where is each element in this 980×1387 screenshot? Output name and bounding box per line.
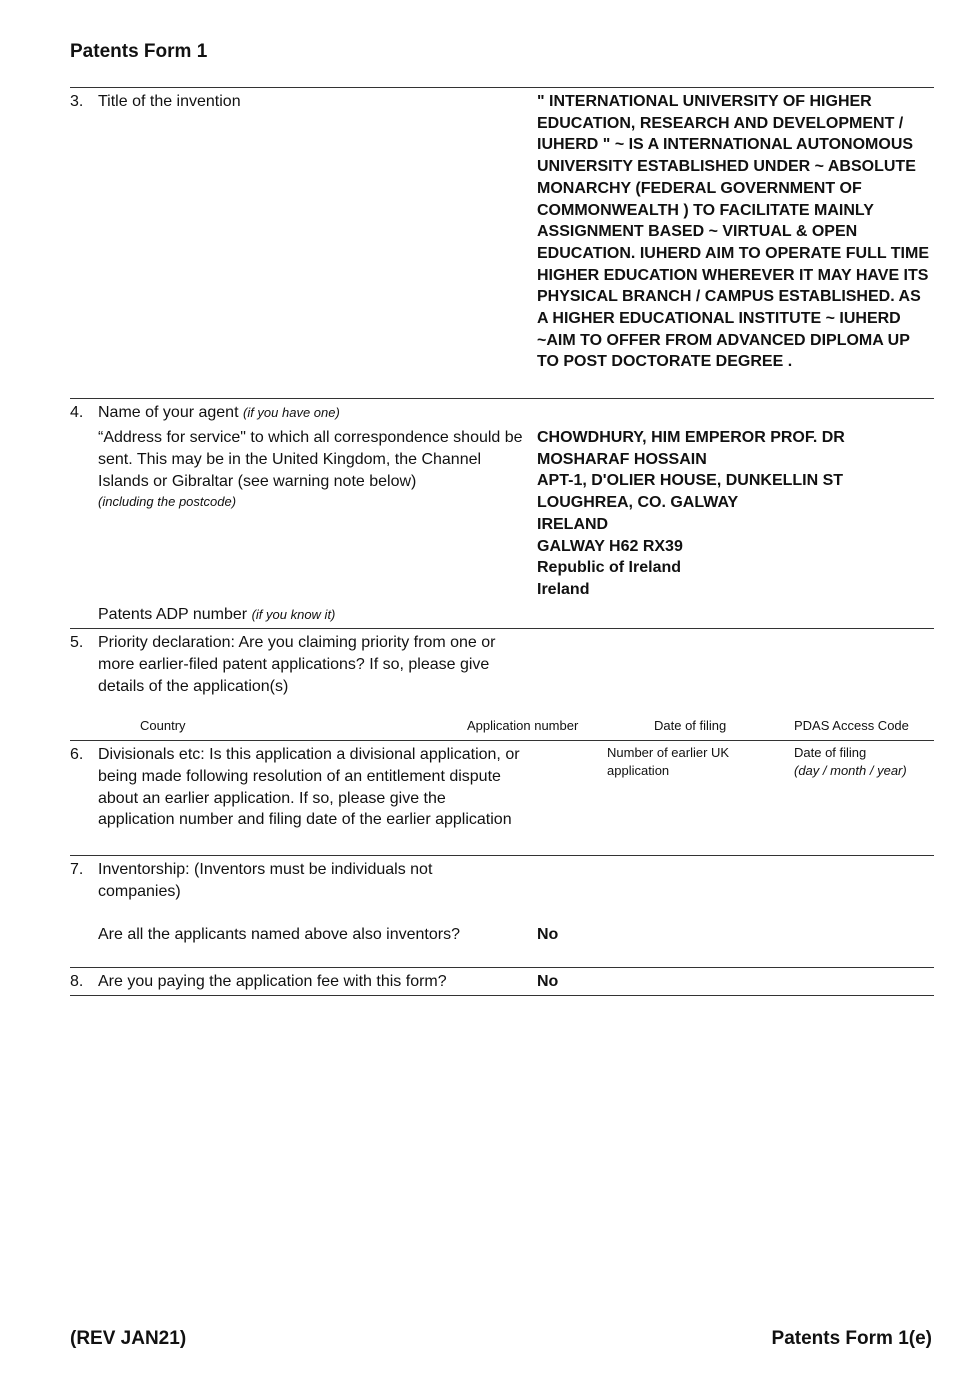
- divisional-date-label: [794, 744, 907, 780]
- inventors-answer: No: [537, 926, 559, 943]
- address-line: LOUGHREA, CO. GALWAY: [537, 494, 739, 512]
- divider: [70, 995, 934, 996]
- adp-label-note: (if you know it): [251, 607, 336, 622]
- divider: [70, 628, 934, 629]
- footer-form-name: Patents Form 1(e): [771, 1328, 932, 1349]
- section-number: 7.: [70, 861, 84, 878]
- agent-label-note: (if you have one): [242, 405, 340, 420]
- fee-answer: No: [537, 973, 559, 990]
- page-title: Patents Form 1: [70, 41, 208, 62]
- address-line: Republic of Ireland: [537, 559, 682, 577]
- inventors-question: Are all the applicants named above also inventors?: [98, 926, 460, 943]
- agent-label-text: Name of your agent: [98, 404, 239, 421]
- earlier-uk-application-label: Number of earlier UK application: [607, 745, 730, 778]
- divisional-date-format: (day / month / year): [794, 763, 907, 778]
- address-line: APT-1, D'OLIER HOUSE, DUNKELLIN ST: [537, 472, 844, 490]
- divider: [70, 855, 934, 856]
- title-label: Title of the invention: [98, 93, 241, 110]
- divider: [70, 87, 934, 88]
- section-number: 5.: [70, 634, 84, 651]
- agent-label: [98, 402, 340, 424]
- section-number: 6.: [70, 746, 84, 763]
- column-header-date-of-filing: Date of filing: [654, 718, 727, 733]
- section-number: 4.: [70, 404, 84, 421]
- address-line: GALWAY H62 RX39: [537, 537, 683, 555]
- column-header-country: Country: [140, 718, 186, 733]
- divider: [70, 740, 934, 741]
- divider: [70, 398, 934, 399]
- address-line: CHOWDHURY, HIM EMPEROR PROF. DR MOSHARAF HOSSAIN: [537, 429, 845, 468]
- agent-address-block: [537, 427, 929, 601]
- fee-question: Are you paying the application fee with this form?: [98, 973, 447, 990]
- inventorship-label: Inventorship: (Inventors must be individuals not companies): [98, 861, 433, 900]
- section-number: 8.: [70, 973, 84, 990]
- address-postcode-note: (including the postcode): [98, 494, 237, 509]
- address-line: Ireland: [537, 580, 590, 598]
- column-header-pdas-access-code: PDAS Access Code: [794, 718, 909, 733]
- column-header-application-number: Application number: [467, 718, 579, 733]
- adp-number-label: [98, 604, 335, 626]
- divisionals-label: Divisionals etc: Is this application a divisional application, or being made following resolution of an entitlement dispute about an earlier application. If so, please give the application number and filing date of the earlier application: [98, 746, 520, 829]
- section-number: 3.: [70, 93, 84, 110]
- divider: [70, 967, 934, 968]
- divisional-date-text: Date of filing: [794, 745, 867, 760]
- address-for-service-label: “Address for service" to which all correspondence should be sent. This may be in the United Kingdom, the Channel Islands or Gibraltar (see warning note below): [98, 429, 523, 490]
- priority-declaration-label: Priority declaration: Are you claiming priority from one or more earlier-filed patent applications? If so, please give details of the application(s): [98, 634, 496, 695]
- title-of-invention-value: " INTERNATIONAL UNIVERSITY OF HIGHER EDUCATION, RESEARCH AND DEVELOPMENT / IUHERD " ~ IS A INTERNATIONAL AUTONOMOUS UNIVERSITY ESTABLISHED UNDER ~ ABSOLUTE MONARCHY (FEDERAL GOVERNMENT OF COMMONWEALTH ) TO FACILITATE MAINLY ASSIGNMENT BASED ~ VIRTUAL & OPEN EDUCATION. IUHERD AIM TO OPERATE FULL TIME HIGHER EDUCATION WHEREVER IT MAY HAVE ITS PHYSICAL BRANCH / CAMPUS ESTABLISHED. AS A HIGHER EDUCATIONAL INSTITUTE ~ IUHERD ~AIM TO OFFER FROM ADVANCED DIPLOMA UP TO POST DOCTORATE DEGREE .: [537, 93, 929, 371]
- adp-label-text: Patents ADP number: [98, 606, 248, 623]
- address-line: IRELAND: [537, 515, 609, 533]
- footer-revision: (REV JAN21): [70, 1328, 187, 1349]
